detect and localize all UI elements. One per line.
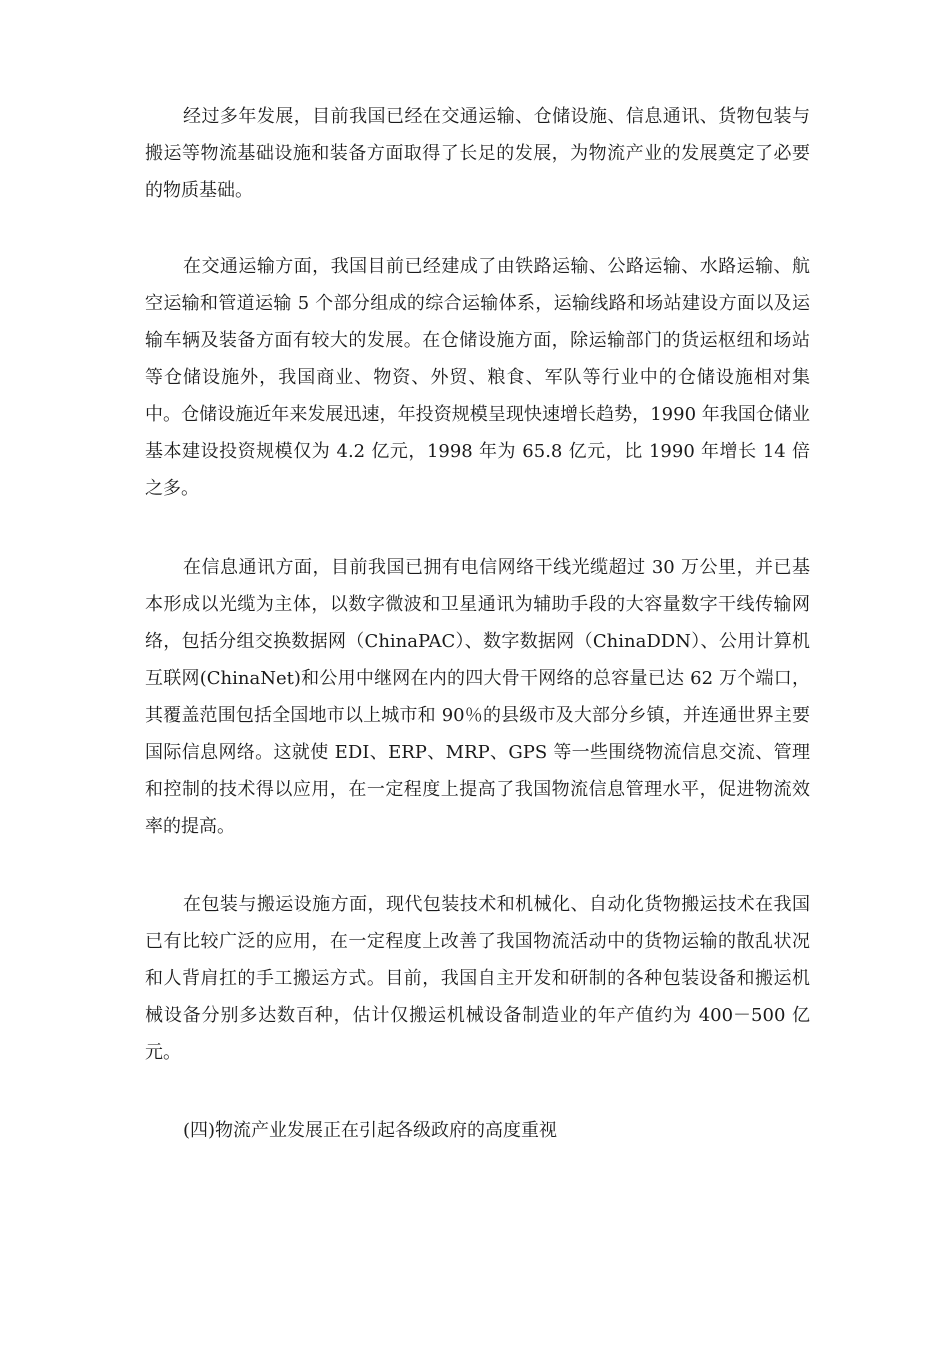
section-heading-government-attention: (四)物流产业发展正在引起各级政府的高度重视 xyxy=(183,1120,558,1141)
paragraph-packaging-handling: 在包装与搬运设施方面，现代包装技术和机械化、自动化货物搬运技术在我国已有比较广泛的应用，在一定程度上改善了我国物流活动中的货物运输的散乱状况和人背肩扛的手工搬运方式。目前，我国自主开发和研制的各种包装设备和搬运机械设备分别多达数百种，估计仅搬运机械设备制造业的年产值约为 400－500 亿元。 xyxy=(145,894,810,1063)
paragraph-transport-storage: 在交通运输方面，我国目前已经建成了由铁路运输、公路运输、水路运输、航空运输和管道运输 5 个部分组成的综合运输体系，运输线路和场站建设方面以及运输车辆及装备方面有较大的发展。在仓储设施方面，除运输部门的货运枢纽和场站等仓储设施外，我国商业、物资、外贸、粮食、军队等行业中的仓储设施相对集中。仓储设施近年来发展迅速，年投资规模呈现快速增长趋势，1990 年我国仓储业基本建设投资规模仅为 4.2 亿元，1998 年为 65.8 亿元，比 1990 年增长 14 倍之多。 xyxy=(145,256,810,499)
paragraph-information-communication: 在信息通讯方面，目前我国已拥有电信网络干线光缆超过 30 万公里，并已基本形成以光缆为主体，以数字微波和卫星通讯为辅助手段的大容量数字干线传输网络，包括分组交换数据网（ChinaPAC）、数字数据网（ChinaDDN）、公用计算机互联网(ChinaNet)和公用中继网在内的四大骨干网络的总容量已达 62 万个端口，其覆盖范围包括全国地市以上城市和 90％的县级市及大部分乡镇，并连通世界主要国际信息网络。这就使 EDI、ERP、MRP、GPS 等一些围绕物流信息交流、管理和控制的技术得以应用，在一定程度上提高了我国物流信息管理水平，促进物流效率的提高。 xyxy=(145,557,810,837)
paragraph-infrastructure-overview: 经过多年发展，目前我国已经在交通运输、仓储设施、信息通讯、货物包装与搬运等物流基础设施和装备方面取得了长足的发展，为物流产业的发展奠定了必要的物质基础。 xyxy=(145,106,810,201)
